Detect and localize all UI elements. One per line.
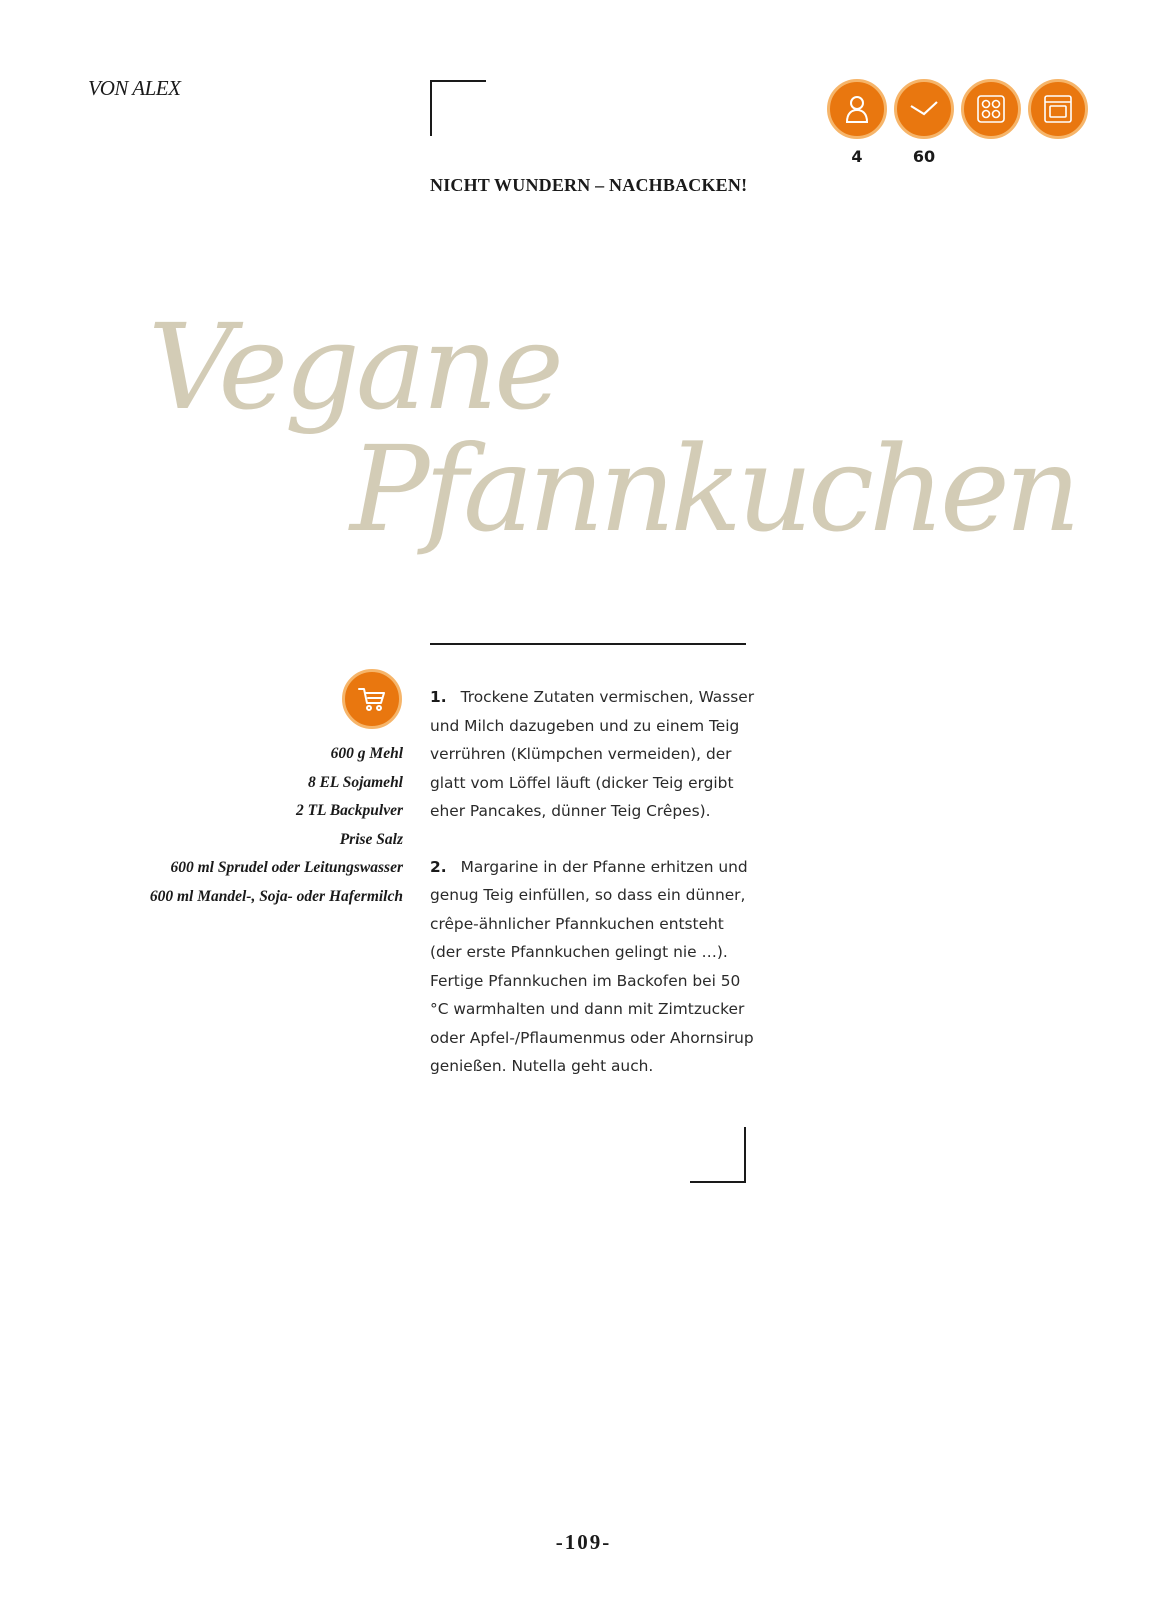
corner-frame-bottom-right [690, 1127, 746, 1183]
shopping-cart-icon [342, 669, 402, 729]
recipe-title-line1: Vegane [148, 298, 560, 436]
ingredient-item: 600 ml Mandel-, Soja- oder Hafermilch [149, 887, 403, 905]
person-icon [827, 79, 887, 139]
step-number: 2. [430, 857, 447, 876]
step-2 [430, 853, 760, 1081]
step-text: Margarine in der Pfanne erhitzen und genug Teig einfüllen, so dass ein dünner, crêpe-ähnlicher Pfannkuchen entsteht (der erste Pfannkuchen gelingt nie …). Fertige Pfannkuchen im Backofen bei 50 °C warmhalten und dann mit Zimtzucker oder Apfel-/Pflaumenmus oder Ahornsirup genießen. Nutella geht auch. [430, 857, 754, 1075]
recipe-subtitle: NICHT WUNDERN – NACHBACKEN! [430, 175, 748, 195]
corner-frame-top-left [430, 80, 486, 136]
ingredient-item: 2 TL Backpulver [295, 802, 403, 819]
recipe-info-icons [827, 79, 1093, 169]
oven-icon [1028, 79, 1088, 139]
recipe-title-line2: Pfannkuchen [350, 420, 1076, 558]
time-value: 60 [912, 147, 936, 166]
ingredients-list [150, 740, 403, 911]
ingredient-item: 600 ml Sprudel oder Leitungswasser [170, 859, 403, 876]
step-text: Trockene Zutaten vermischen, Wasser und Milch dazugeben und zu einem Teig verrühren (Klümpchen vermeiden), der glatt vom Löffel läuft (dicker Teig ergibt eher Pancakes, dünner Teig Crêpes). [430, 688, 755, 820]
clock-icon [894, 79, 954, 139]
ingredient-item: Prise Salz [339, 830, 403, 848]
step-number: 1. [430, 688, 447, 706]
servings-value: 4 [851, 147, 863, 166]
instructions [430, 683, 760, 1108]
step-1 [430, 683, 760, 826]
ingredient-item: 600 g Mehl [330, 745, 403, 762]
divider-rule [430, 643, 746, 645]
ingredient-item: 8 EL Sojamehl [307, 773, 403, 791]
page-number: -109- [555, 1530, 612, 1554]
author-byline: VON ALEX [88, 76, 181, 100]
stovetop-icon [961, 79, 1021, 139]
